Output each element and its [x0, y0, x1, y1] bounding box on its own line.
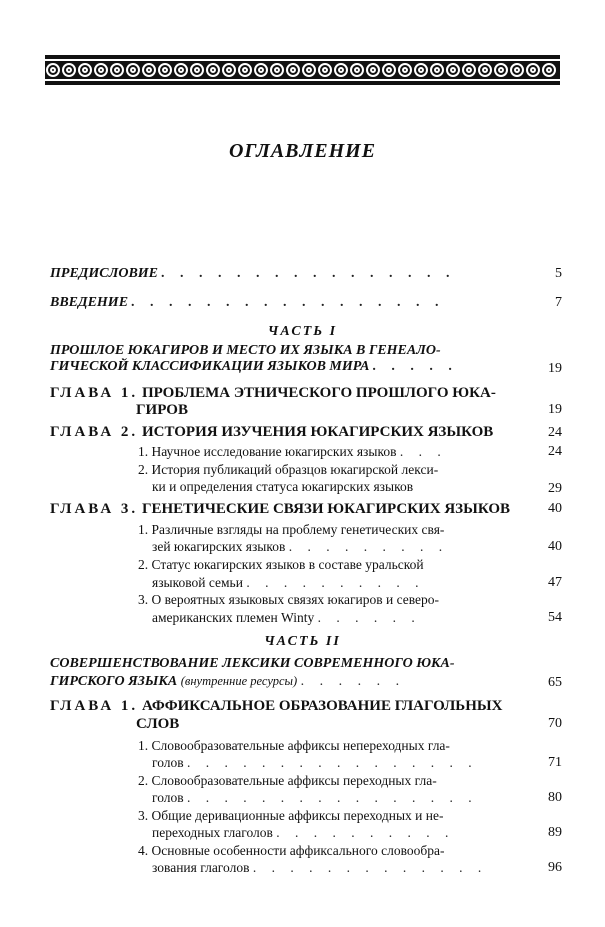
page-number: 5 — [555, 266, 562, 281]
section-title: голов — [152, 755, 184, 770]
dot-leader: . . . . . . — [317, 610, 421, 625]
page-number: 47 — [548, 575, 562, 590]
section-entry[interactable]: 3. О вероятных языковых связях юкагиров и северо- — [138, 592, 440, 607]
chapter-title: ГЕНЕТИЧЕСКИЕ СВЯЗИ ЮКАГИРСКИХ ЯЗЫКОВ — [141, 501, 511, 517]
section-title: языковой семьи — [152, 575, 243, 590]
section-title: переходных глаголов — [152, 825, 273, 840]
section-entry[interactable]: 1. Различные взгляды на проблему генетических свя- — [138, 522, 445, 537]
page-title: ОГЛАВЛЕНИЕ — [228, 140, 377, 162]
section-entry[interactable]: 4. Основные особенности аффиксального словообра- — [138, 843, 445, 858]
section-title: зей юкагирских языков — [152, 539, 286, 554]
toc-entry-label: ПРЕДИСЛОВИЕ — [50, 266, 159, 281]
page-number: 96 — [548, 860, 562, 875]
dot-leader: . . . . . . . . . . . . . . . . — [161, 266, 457, 281]
section-entry[interactable] — [138, 444, 447, 460]
chapter-title: ПРОБЛЕМА ЭТНИЧЕСКОГО ПРОШЛОГО ЮКА- — [141, 385, 496, 401]
part-title-line[interactable]: ПРОШЛОЕ ЮКАГИРОВ И МЕСТО ИХ ЯЗЫКА В ГЕНЕАЛО- — [50, 343, 441, 358]
section-entry-cont[interactable] — [152, 539, 448, 555]
page-number: 40 — [548, 501, 562, 516]
dot-leader: . . . . . — [372, 359, 459, 374]
dot-leader: . . . . . . . . . . . . . . . . . — [131, 295, 446, 310]
section-entry[interactable]: 2. Словообразовательные аффиксы переходных гла- — [138, 773, 437, 788]
part-title-line[interactable]: СОВЕРШЕНСТВОВАНИЕ ЛЕКСИКИ СОВРЕМЕННОГО ЮКА- — [50, 656, 455, 671]
page-number: 40 — [548, 539, 562, 554]
chapter-entry[interactable] — [50, 698, 502, 714]
part-heading: ЧАСТЬ II — [264, 634, 341, 649]
section-title: 1. Научное исследование юкагирских языков — [138, 444, 397, 459]
part-title-text: ГИРСКОГО ЯЗЫКА — [50, 674, 178, 689]
section-entry-cont[interactable] — [152, 860, 487, 876]
page-number: 19 — [548, 402, 562, 417]
chapter-prefix: ГЛАВА 2. — [50, 424, 139, 440]
section-title: голов — [152, 790, 184, 805]
chapter-title-cont[interactable]: СЛОВ — [136, 716, 180, 732]
toc-entry-introduction[interactable] — [50, 295, 445, 311]
section-entry[interactable]: 1. Словообразовательные аффиксы непереходных гла- — [138, 738, 450, 753]
dot-leader: . . . . . . . . . — [288, 539, 449, 554]
toc-entry-label: ВВЕДЕНИЕ — [50, 295, 129, 310]
section-title: зования глаголов — [152, 860, 250, 875]
dot-leader: . . . . . . . . . . . . . . . . — [187, 755, 478, 770]
section-entry-cont[interactable] — [152, 610, 421, 626]
chapter-prefix: ГЛАВА 1. — [50, 698, 139, 714]
chapter-title: ИСТОРИЯ ИЗУЧЕНИЯ ЮКАГИРСКИХ ЯЗЫКОВ — [141, 424, 494, 440]
dot-leader: . . . . . . . . . . — [246, 575, 425, 590]
page-number: 70 — [548, 716, 562, 731]
section-entry[interactable]: 2. История публикаций образцов юкагирской лекси- — [138, 462, 439, 477]
part-title-text: ГИЧЕСКОЙ КЛАССИФИКАЦИИ ЯЗЫКОВ МИРА — [50, 359, 370, 374]
page-number: 29 — [548, 481, 562, 496]
part-heading: ЧАСТЬ I — [267, 324, 338, 339]
page-number: 24 — [548, 444, 562, 459]
part-title-line[interactable] — [50, 673, 405, 690]
section-entry-cont[interactable] — [152, 575, 424, 591]
section-entry-cont[interactable] — [152, 755, 478, 771]
dot-leader: . . . . . . . . . . — [276, 825, 455, 840]
page-number: 65 — [548, 675, 562, 690]
section-entry-cont[interactable] — [152, 790, 478, 806]
dot-leader: . . . . . . — [300, 674, 406, 689]
page-number: 89 — [548, 825, 562, 840]
page-number: 80 — [548, 790, 562, 805]
dot-leader: . . . . . . . . . . . . . . . . — [187, 790, 478, 805]
part-title-note: (внутренние ресурсы) — [180, 674, 298, 688]
dot-leader: . . . — [399, 444, 447, 459]
page-number: 19 — [548, 361, 562, 376]
section-entry-cont[interactable]: ки и определения статуса юкагирских языков — [152, 479, 414, 494]
chapter-title-cont[interactable]: ГИРОВ — [136, 402, 188, 418]
page-number: 71 — [548, 755, 562, 770]
chapter-title: АФФИКСАЛЬНОЕ ОБРАЗОВАНИЕ ГЛАГОЛЬНЫХ — [141, 698, 503, 714]
chapter-entry[interactable] — [50, 501, 510, 517]
chapter-prefix: ГЛАВА 3. — [50, 501, 139, 517]
chapter-entry[interactable] — [50, 385, 496, 401]
section-entry-cont[interactable] — [152, 825, 454, 841]
page-number: 24 — [548, 425, 562, 440]
section-entry[interactable]: 2. Статус юкагирских языков в составе уральской — [138, 557, 424, 572]
chapter-prefix: ГЛАВА 1. — [50, 385, 139, 401]
page-number: 7 — [555, 295, 562, 310]
part-title-line[interactable] — [50, 359, 458, 375]
chapter-entry[interactable] — [50, 424, 493, 440]
toc-entry-preface[interactable] — [50, 266, 456, 282]
page-number: 54 — [548, 610, 562, 625]
section-entry[interactable]: 3. Общие деривационные аффиксы переходных и не- — [138, 808, 444, 823]
dot-leader: . . . . . . . . . . . . . — [252, 860, 488, 875]
section-title: американских племен Winty — [152, 610, 315, 625]
